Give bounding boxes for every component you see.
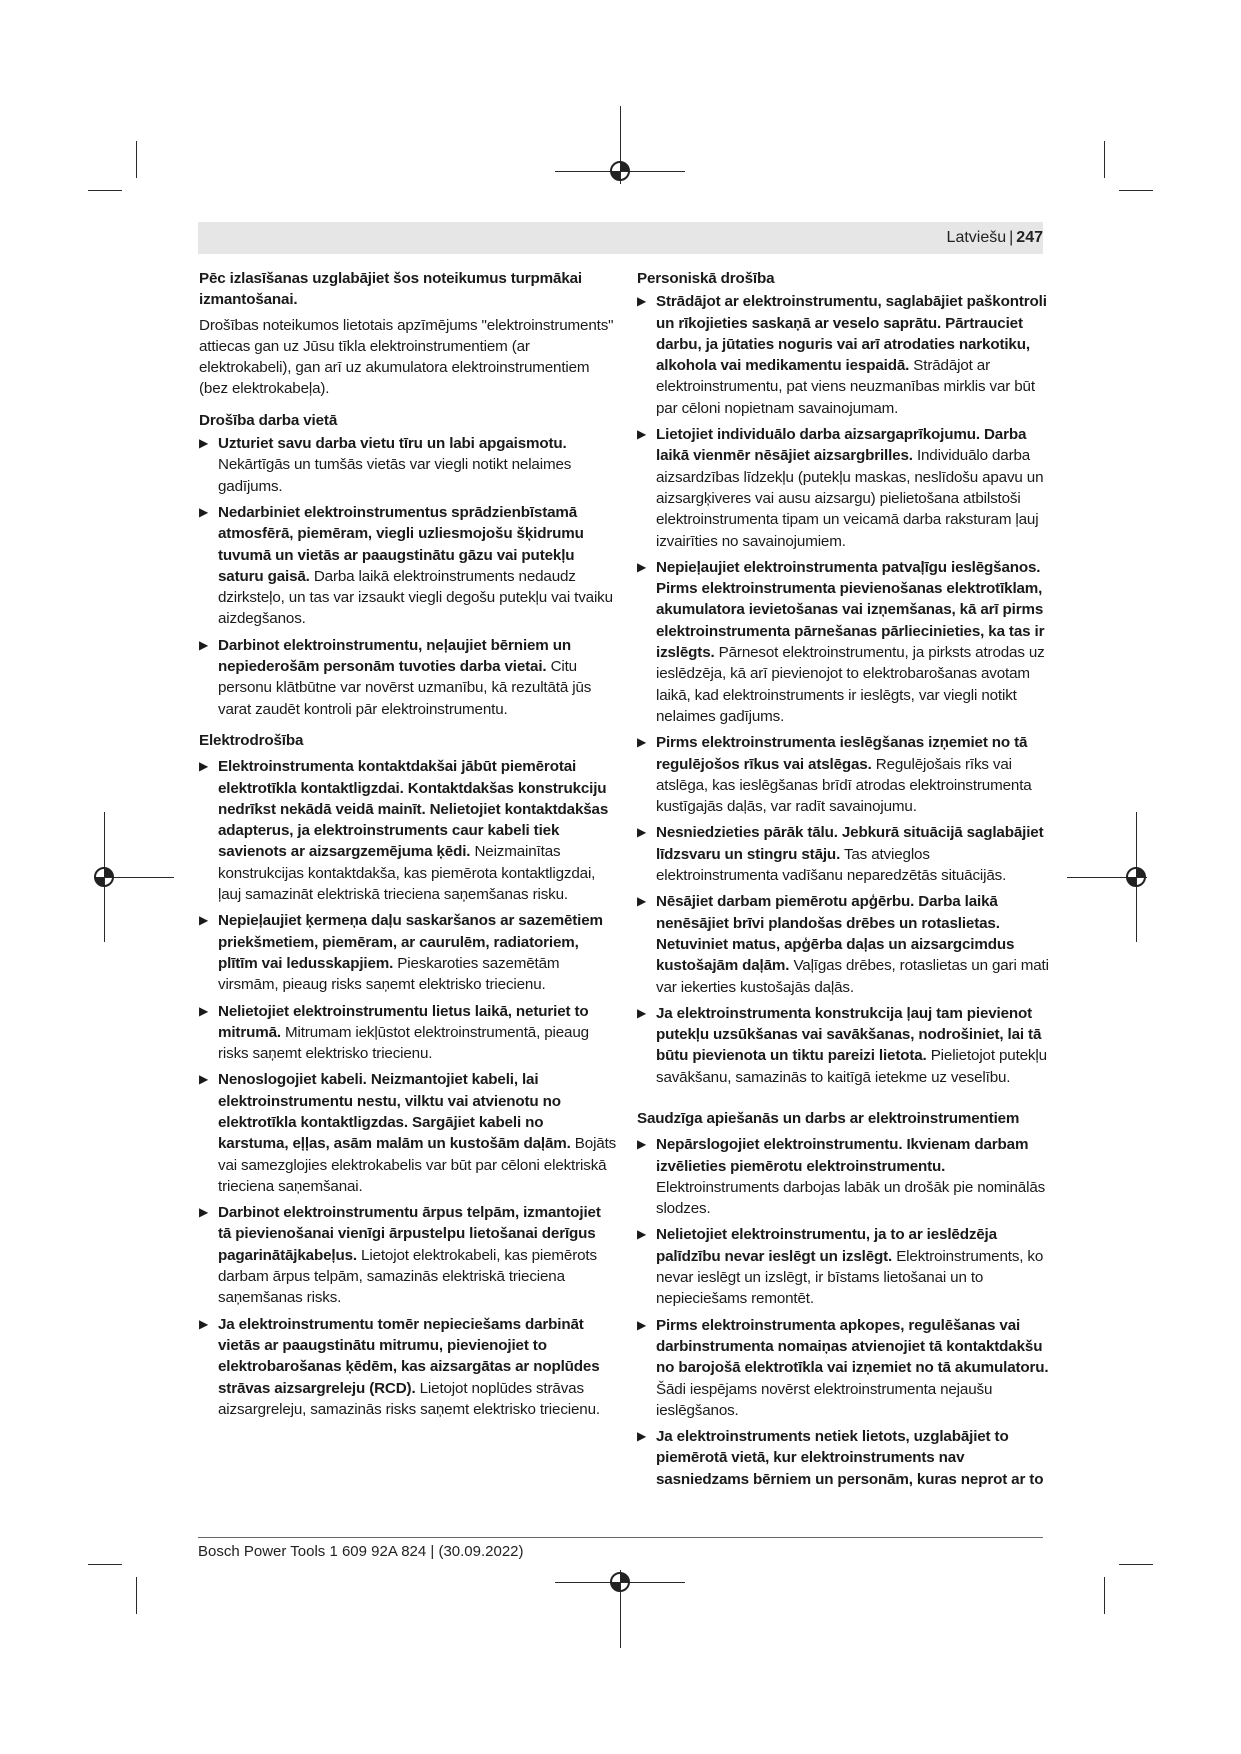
header-separator: | — [1009, 229, 1014, 246]
lead-note: Pēc izlasīšanas uzglabājiet šos noteikumus turpmākai izmantošanai. — [199, 270, 582, 309]
bullet-triangle-icon: ▶ — [637, 294, 647, 309]
crop-mark-bottom-right-vertical — [1104, 1577, 1105, 1614]
crop-mark-top-left-horizontal — [88, 190, 122, 191]
item-instruction: Darbinot elektroinstrumentu ārpus telpām, izmantojiet tā pievienošanai vienīgi ārpustelpu lietošanai derīgus pagarinātājkabeļus. — [218, 1204, 601, 1264]
item-instruction: Nenoslogojiet kabeli. Neizmantojiet kabeli, lai elektroinstrumentu nestu, vilktu vai atvienotu no elektrotīkla kontaktligzdas. Sargājiet kabeli no karstuma, eļļas, asām malām un kustošām daļām. — [218, 1071, 571, 1153]
crop-mark-top-right-horizontal — [1119, 190, 1153, 191]
right-column — [637, 268, 1055, 1490]
safety-item — [637, 1003, 1055, 1088]
safety-item — [637, 1426, 1055, 1490]
header-band — [198, 222, 1043, 254]
safety-item — [637, 1315, 1055, 1421]
header-language: Latviešu — [946, 229, 1007, 246]
bullet-triangle-icon: ▶ — [637, 1227, 647, 1242]
item-instruction: Elektroinstrumenta kontaktdakšai jābūt piemērotai elektrotīkla kontaktligzdai. Kontaktdakšas konstrukciju nedrīkst nekādā veidā mainīt. Nelietojiet kontaktdakšas adapterus, ja elektroinstruments caur kabeli tiek savienots ar aizsargzemējuma ķēdi. — [218, 758, 609, 861]
item-instruction: Nepieļaujiet ķermeņa daļu saskaršanos ar sazemētiem priekšmetiem, piemēram, ar caurulēm, radiatoriem, plītīm vai ledusskapjiem. — [218, 912, 603, 972]
item-instruction: Nepieļaujiet elektroinstrumenta patvaļīgu ieslēgšanos. Pirms elektroinstrumenta pievienošanas elektrotīklam, akumulatora ievietošanas vai izņemšanas, kā arī pirms elektroinstrumenta pārnešanas pārliecinieties, ka tas ir izslēgts. — [656, 558, 1045, 662]
bullet-triangle-icon: ▶ — [199, 1316, 209, 1331]
right-sections — [637, 268, 1055, 1490]
bullet-triangle-icon: ▶ — [637, 894, 647, 909]
safety-item — [199, 433, 617, 497]
section-heading: Elektrodrošība — [199, 731, 304, 749]
safety-item — [637, 1224, 1055, 1309]
bullet-triangle-icon: ▶ — [199, 504, 209, 519]
registration-crosshair-icon — [1124, 865, 1148, 889]
item-explanation: Pārnesot elektroinstrumentu, ja pirksts atrodas uz ieslēdzēja, kā arī pievienojot to elektrobarošanas avotam laikā, kad elektroinstruments ir ieslēgts, var viegli notikt nelaimes gadījums. — [656, 644, 1045, 725]
item-instruction: Nesniedzieties pārāk tālu. Jebkurā situācijā saglabājiet līdzsvaru un stingru stāju. — [656, 824, 1044, 863]
item-instruction: Pirms elektroinstrumenta ieslēgšanas izņemiet no tā regulējošos rīkus vai atslēgas. — [656, 734, 1028, 773]
item-instruction: Lietojiet individuālo darba aizsargaprīkojumu. Darba laikā vienmēr nēsājiet aizsargbrilles. — [656, 426, 1027, 465]
crop-mark-bottom-right-horizontal — [1119, 1564, 1153, 1565]
bullet-triangle-icon: ▶ — [199, 913, 209, 928]
item-explanation: Citu personu klātbūtne var novērst uzmanību, kā rezultātā jūs varat zaudēt kontroli pār elektroinstrumentu. — [218, 658, 592, 718]
item-explanation: Bojāts vai samezglojies elektrokabelis var būt par cēloni elektriskā trieciena saņemšanai. — [218, 1135, 617, 1195]
item-explanation: Individuālo darba aizsardzības līdzekļu (putekļu maskas, neslīdošu apavu un aizsargķiveres vai ausu aizsargu) pielietošana atbilstoši elektroinstrumenta tipam un veicamā darba raksturam ļauj izvairīties no savainojumiem. — [656, 447, 1044, 550]
bullet-triangle-icon: ▶ — [199, 1072, 209, 1087]
item-explanation: Mitrumam iekļūstot elektroinstrumentā, pieaug risks saņemt elektrisko triecienu. — [218, 1023, 589, 1063]
bullet-triangle-icon: ▶ — [199, 1205, 209, 1220]
item-instruction: Uzturiet savu darba vietu tīru un labi apgaismotu. — [218, 435, 567, 453]
section-heading: Drošība darba vietā — [199, 411, 338, 429]
bullet-triangle-icon: ▶ — [637, 559, 647, 574]
bullet-triangle-icon: ▶ — [637, 1005, 647, 1020]
bullet-triangle-icon: ▶ — [199, 759, 209, 774]
crop-mark-top-left-vertical — [136, 141, 137, 178]
item-instruction: Nēsājiet darbam piemērotu apģērbu. Darba laikā nenēsājiet brīvi plandošas drēbes un rotaslietas. Netuviniet matus, apģērba daļas un aizsargcimdus kustošajām daļām. — [656, 893, 1015, 975]
left-column — [199, 268, 617, 1420]
bullet-triangle-icon: ▶ — [199, 637, 209, 652]
item-instruction: Ja elektroinstruments netiek lietots, uzglabājiet to piemērotā vietā, kur elektroinstruments nav sasniedzams bērniem un personām, kuras neprot ar to — [656, 1428, 1044, 1488]
item-instruction: Ja elektroinstrumenta konstrukcija ļauj tam pievienot putekļu uzsūkšanas vai savākšanas, nodrošiniet, lai tā būtu pievienota un tiktu pareizi lietota. — [656, 1004, 1042, 1065]
item-explanation: Lietojot noplūdes strāvas aizsargreleju, samazinās risks saņemt elektrisko triecienu. — [218, 1379, 600, 1418]
registration-crosshair-icon — [608, 1570, 632, 1594]
bullet-triangle-icon: ▶ — [637, 1137, 647, 1152]
item-explanation: Pieskaroties sazemētām virsmām, pieaug risks saņemt elektrisko triecienu. — [218, 954, 560, 994]
item-instruction: Nepārslogojiet elektroinstrumentu. Ikvienam darbam izvēlieties piemērotu elektroinstrumentu. — [656, 1136, 1029, 1175]
item-instruction: Nelietojiet elektroinstrumentu, ja to ar ieslēdzēja palīdzību nevar ieslēgt un izslēgt. — [656, 1226, 997, 1265]
left-sections — [199, 410, 617, 1420]
item-instruction: Strādājot ar elektroinstrumentu, saglabājiet paškontroli un rīkojieties saskaņā ar veselo saprātu. Pārtrauciet darbu, ja jūtaties noguris vai arī atrodaties narkotiku, alkohola vai medikamentu iespaidā. — [656, 293, 1047, 375]
safety-item — [199, 502, 617, 630]
bullet-triangle-icon: ▶ — [199, 436, 209, 451]
safety-item — [637, 822, 1055, 886]
section-heading: Saudzīga apiešanās un darbs ar elektroinstrumentiem — [637, 1109, 1020, 1127]
item-instruction: Pirms elektroinstrumenta apkopes, regulēšanas vai darbinstrumenta nomaiņas atvienojiet tā kontaktdakšu no barojošā elektrotīkla vai izņemiet no tā akumulatoru. — [656, 1316, 1049, 1377]
item-explanation: Tas atvieglos elektroinstrumenta vadīšanu neparedzētās situācijās. — [656, 845, 1007, 885]
item-instruction: Darbinot elektroinstrumentu, neļaujiet bērniem un nepiederošām personām tuvoties darba vietai. — [218, 636, 571, 676]
footer-rule — [198, 1537, 1043, 1538]
bullet-triangle-icon: ▶ — [637, 825, 647, 840]
item-explanation: Nekārtīgās un tumšās vietās var viegli notikt nelaimes gadījums. — [218, 456, 572, 495]
item-explanation: Pielietojot putekļu savākšanu, samazinās to kaitīgā ietekme uz veselību. — [656, 1047, 1047, 1086]
bullet-triangle-icon: ▶ — [637, 427, 647, 442]
item-explanation: Regulējošais rīks vai atslēga, kas ieslēgšanas brīdī atrodas elektroinstrumenta kustīgajās daļās, var radīt savainojumu. — [656, 755, 1032, 816]
bullet-triangle-icon: ▶ — [637, 735, 647, 750]
safety-item — [637, 732, 1055, 817]
item-explanation: Strādājot ar elektroinstrumentu, pat viens neuzmanības mirklis var būt par cēloni nopietnam savainojumam. — [656, 357, 1035, 417]
safety-item — [199, 910, 617, 995]
item-explanation: Lietojot elektrokabeli, kas piemērots darbam ārpus telpām, samazinās elektriskā trieciena saņemšanas risks. — [218, 1246, 597, 1307]
item-explanation: Vaļīgas drēbes, rotaslietas un gari mati var iekerties kustošajās daļās. — [656, 957, 1049, 996]
item-explanation: Elektroinstruments darbojas labāk un drošāk pie nominālās slodzes. — [656, 1178, 1046, 1218]
safety-item — [199, 635, 617, 720]
safety-item — [637, 557, 1055, 727]
safety-item — [199, 756, 617, 905]
item-instruction: Ja elektroinstrumentu tomēr nepieciešams darbināt vietās ar paaugstinātu mitrumu, pievienojiet to elektrobarošanas ķēdēm, kas aizsargātas ar noplūdes strāvas aizsargreleju (RCD). — [218, 1315, 600, 1397]
bullet-triangle-icon: ▶ — [637, 1317, 647, 1332]
safety-item — [637, 291, 1055, 419]
safety-item — [637, 424, 1055, 552]
safety-item — [637, 891, 1055, 997]
item-explanation: Šādi iespējams novērst elektroinstrumenta nejaušu ieslēgšanos. — [656, 1380, 993, 1419]
safety-item — [199, 1069, 617, 1197]
page-number: 247 — [1016, 229, 1043, 246]
crop-mark-bottom-left-horizontal — [88, 1564, 122, 1565]
page-header — [947, 228, 1043, 248]
item-explanation: Darba laikā elektroinstruments nedaudz dzirksteļo, un tas var izsaukt viegli degošu putekļu vai tvaiku aizdegšanos. — [218, 567, 613, 628]
safety-item — [637, 1134, 1055, 1219]
registration-crosshair-icon — [608, 159, 632, 183]
item-instruction: Nelietojiet elektroinstrumentu lietus laikā, neturiet to mitrumā. — [218, 1002, 589, 1041]
item-instruction: Nedarbiniet elektroinstrumentus sprādzienbīstamā atmosfērā, piemēram, viegli uzliesmojošu šķidrumu tuvumā un vietās ar paaugstinātu gāzu vai putekļu saturu gaisā. — [218, 503, 584, 585]
crop-mark-top-right-vertical — [1104, 141, 1105, 178]
item-explanation: Elektroinstruments, ko nevar ieslēgt un izslēgt, ir bīstams lietošanai un to nepieciešams remontēt. — [656, 1247, 1044, 1308]
item-explanation: Neizmainītas konstrukcijas kontaktdakša, kas piemērota kontaktligzdai, ļauj samazināt elektriskā trieciena saņemšanas risku. — [218, 843, 596, 904]
intro-paragraph: Drošības noteikumos lietotais apzīmējums "elektroinstruments" attiecas gan uz Jūsu tīkla elektroinstrumentiem (ar elektrokabeli), gan arī uz akumulatora elektroinstrumentiem (bez elektrokabeļa). — [199, 316, 614, 398]
safety-item — [199, 1314, 617, 1420]
footer-text: Bosch Power Tools 1 609 92A 824 | (30.09.2022) — [198, 1543, 524, 1560]
safety-item — [199, 1202, 617, 1308]
bullet-triangle-icon: ▶ — [637, 1429, 647, 1444]
registration-crosshair-icon — [92, 865, 116, 889]
safety-item — [199, 1001, 617, 1065]
section-heading: Personiskā drošība — [637, 270, 775, 287]
crop-mark-bottom-left-vertical — [136, 1577, 137, 1614]
bullet-triangle-icon: ▶ — [199, 1003, 209, 1018]
